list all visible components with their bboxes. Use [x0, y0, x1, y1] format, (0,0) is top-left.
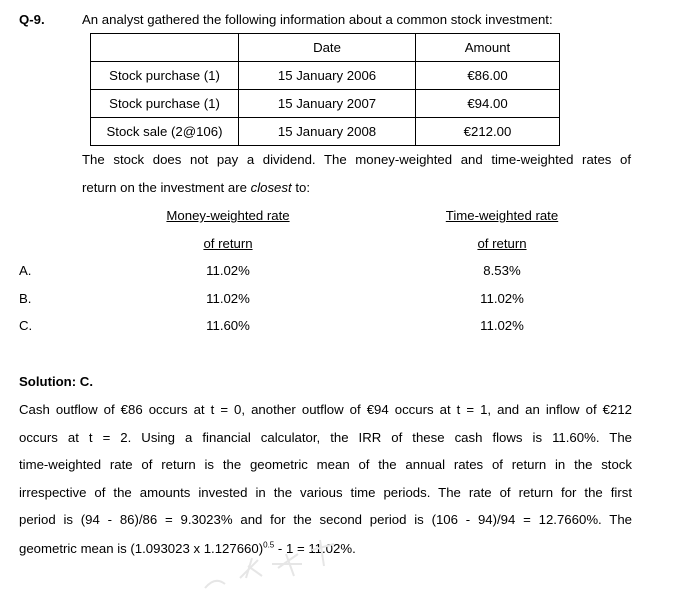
- table-cell: 15 January 2006: [239, 62, 416, 90]
- solution-line: Cash outflow of €86 occurs at t = 0, another outflow of €94 occurs at t = 1, and an inflow of €212: [19, 402, 632, 417]
- question-text-part: to:: [291, 180, 310, 195]
- table-row: [91, 90, 560, 118]
- option-b-tw: 11.02%: [480, 291, 524, 306]
- solution-last-line: [19, 541, 356, 556]
- table-header-cell: [91, 34, 239, 62]
- table-cell: €212.00: [416, 118, 560, 146]
- question-prompt: An analyst gathered the following information about a common stock investment:: [82, 12, 553, 27]
- tw-column-header-line1: Time-weighted rate: [445, 208, 559, 223]
- mw-column-header-line2: of return: [203, 236, 253, 251]
- exponent: 0.5: [263, 540, 275, 550]
- question-text-line2: [82, 180, 310, 195]
- table-cell: Stock purchase (1): [91, 62, 239, 90]
- table-header-cell: Amount: [416, 34, 560, 62]
- table-header-row: [91, 34, 560, 62]
- solution-heading: Solution: C.: [19, 374, 93, 389]
- question-text-line1: The stock does not pay a dividend. The money-weighted and time-weighted rates of: [82, 152, 631, 167]
- solution-line: irrespective of the amounts invested in the various time periods. The rate of return for the first: [19, 485, 632, 500]
- table-row: [91, 118, 560, 146]
- table-cell: €94.00: [416, 90, 560, 118]
- investment-table: [90, 33, 560, 146]
- solution-line: time-weighted rate of return is the geometric mean of the annual rates of return in the stock: [19, 457, 632, 472]
- question-number: Q-9.: [19, 12, 45, 27]
- option-c-mw: 11.60%: [206, 318, 250, 333]
- question-text-part: return on the investment are: [82, 180, 251, 195]
- option-letter-b: B.: [19, 291, 32, 306]
- table-cell: €86.00: [416, 62, 560, 90]
- option-letter-a: A.: [19, 263, 32, 278]
- solution-line: period is (94 - 86)/86 = 9.3023% and for the second period is (106 - 94)/94 = 12.7660%. The: [19, 512, 632, 527]
- solution-line: occurs at t = 2. Using a financial calculator, the IRR of these cash flows is 11.60%. The: [19, 430, 632, 445]
- table-cell: Stock sale (2@106): [91, 118, 239, 146]
- table-header-cell: Date: [239, 34, 416, 62]
- solution-text-part: - 1 = 11.02%.: [274, 541, 356, 556]
- table-row: [91, 62, 560, 90]
- table-cell: Stock purchase (1): [91, 90, 239, 118]
- option-a-tw: 8.53%: [483, 263, 521, 278]
- question-text-emphasis: closest: [250, 180, 292, 195]
- mw-column-header-line1: Money-weighted rate: [166, 208, 290, 223]
- option-letter-c: C.: [19, 318, 33, 333]
- option-c-tw: 11.02%: [480, 318, 524, 333]
- option-b-mw: 11.02%: [206, 291, 250, 306]
- tw-column-header-line2: of return: [477, 236, 527, 251]
- solution-text-part: geometric mean is (1.093023 x 1.127660): [19, 541, 264, 556]
- table-cell: 15 January 2007: [239, 90, 416, 118]
- table-cell: 15 January 2008: [239, 118, 416, 146]
- option-a-mw: 11.02%: [206, 263, 250, 278]
